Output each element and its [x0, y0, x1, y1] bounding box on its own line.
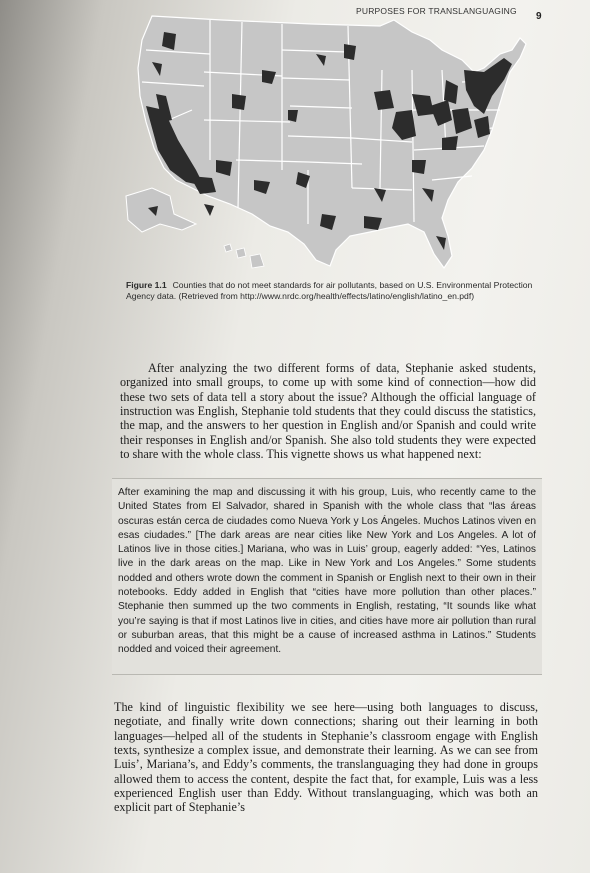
us-landmass: [138, 16, 526, 268]
figure-caption-text: Counties that do not meet standards for air pollutants, based on U.S. Environmental Protection Agency data. (Retrieved from http://www.nrdc.org/health/effects/latino/english/latino_en.pdf): [126, 280, 533, 301]
running-head: PURPOSES FOR TRANSLANGUAGING: [356, 6, 517, 16]
figure-label: Figure 1.1: [126, 280, 167, 290]
page-number: 9: [536, 11, 542, 22]
vignette-text: After examining the map and discussing it with his group, Luis, who recently came to the United States from El Salvador, shared in Spanish with the whole class that “las áreas oscuras están cerca de ciudades como Nueva York y Los Ángeles. Muchos Latinos viven en esas ciudades.” [The dark areas are near cities like New York and Los Angeles. A lot of Latinos live in those cities.] Mariana, who was in Luis’ group, eagerly added: “Yes, Latinos live in the dark areas on the map. Like in New York and Los Angeles.” Some students nodded and others wrote down the comment in Spanish or English next to their own in their notebooks. Eddy added in English that “cities have more pollution than other places.” Stephanie then summed up the two comments in English, restating, “It sounds like what you’re saying is that if most Latinos live in cities, and cities have more air pollution than rural or suburban areas, that this might be a cause of increased asthma in Latinos.” Students nodded and voiced their agreement.: [118, 487, 536, 656]
us-air-pollution-map: [112, 10, 552, 285]
figure-caption: [126, 280, 546, 302]
body-paragraph-2: The kind of linguistic flexibility we see here—using both languages to discuss, negotiate, and finally write down connections; sharing out their learning in both languages—helped all of the students in Stephanie’s classroom engage with English texts, synthesize a complex issue, and demonstrate their learning. As we can see from Luis’, Mariana’s, and Eddy’s comments, the translanguaging they had done in groups allowed them to access the content, despite the fact that, for example, Luis was a less experienced English user than Eddy. Without translanguaging, which was both an explicit part of Stephanie’s: [114, 700, 538, 815]
alaska-inset: [126, 188, 196, 232]
hawaii-inset: [224, 244, 264, 268]
body-paragraph-1: After analyzing the two different forms of data, Stephanie asked students, organized into small groups, to come up with some kind of connection—how did these two sets of data tell a story about the issue? Although the official language of instruction was English, Stephanie told students that they could discuss the statistics, the map, and the answers to her question in English and/or Spanish and could write their responses in English and/or Spanish. She also told students they were expected to share with the whole class. This vignette shows us what happened next:: [120, 361, 536, 461]
